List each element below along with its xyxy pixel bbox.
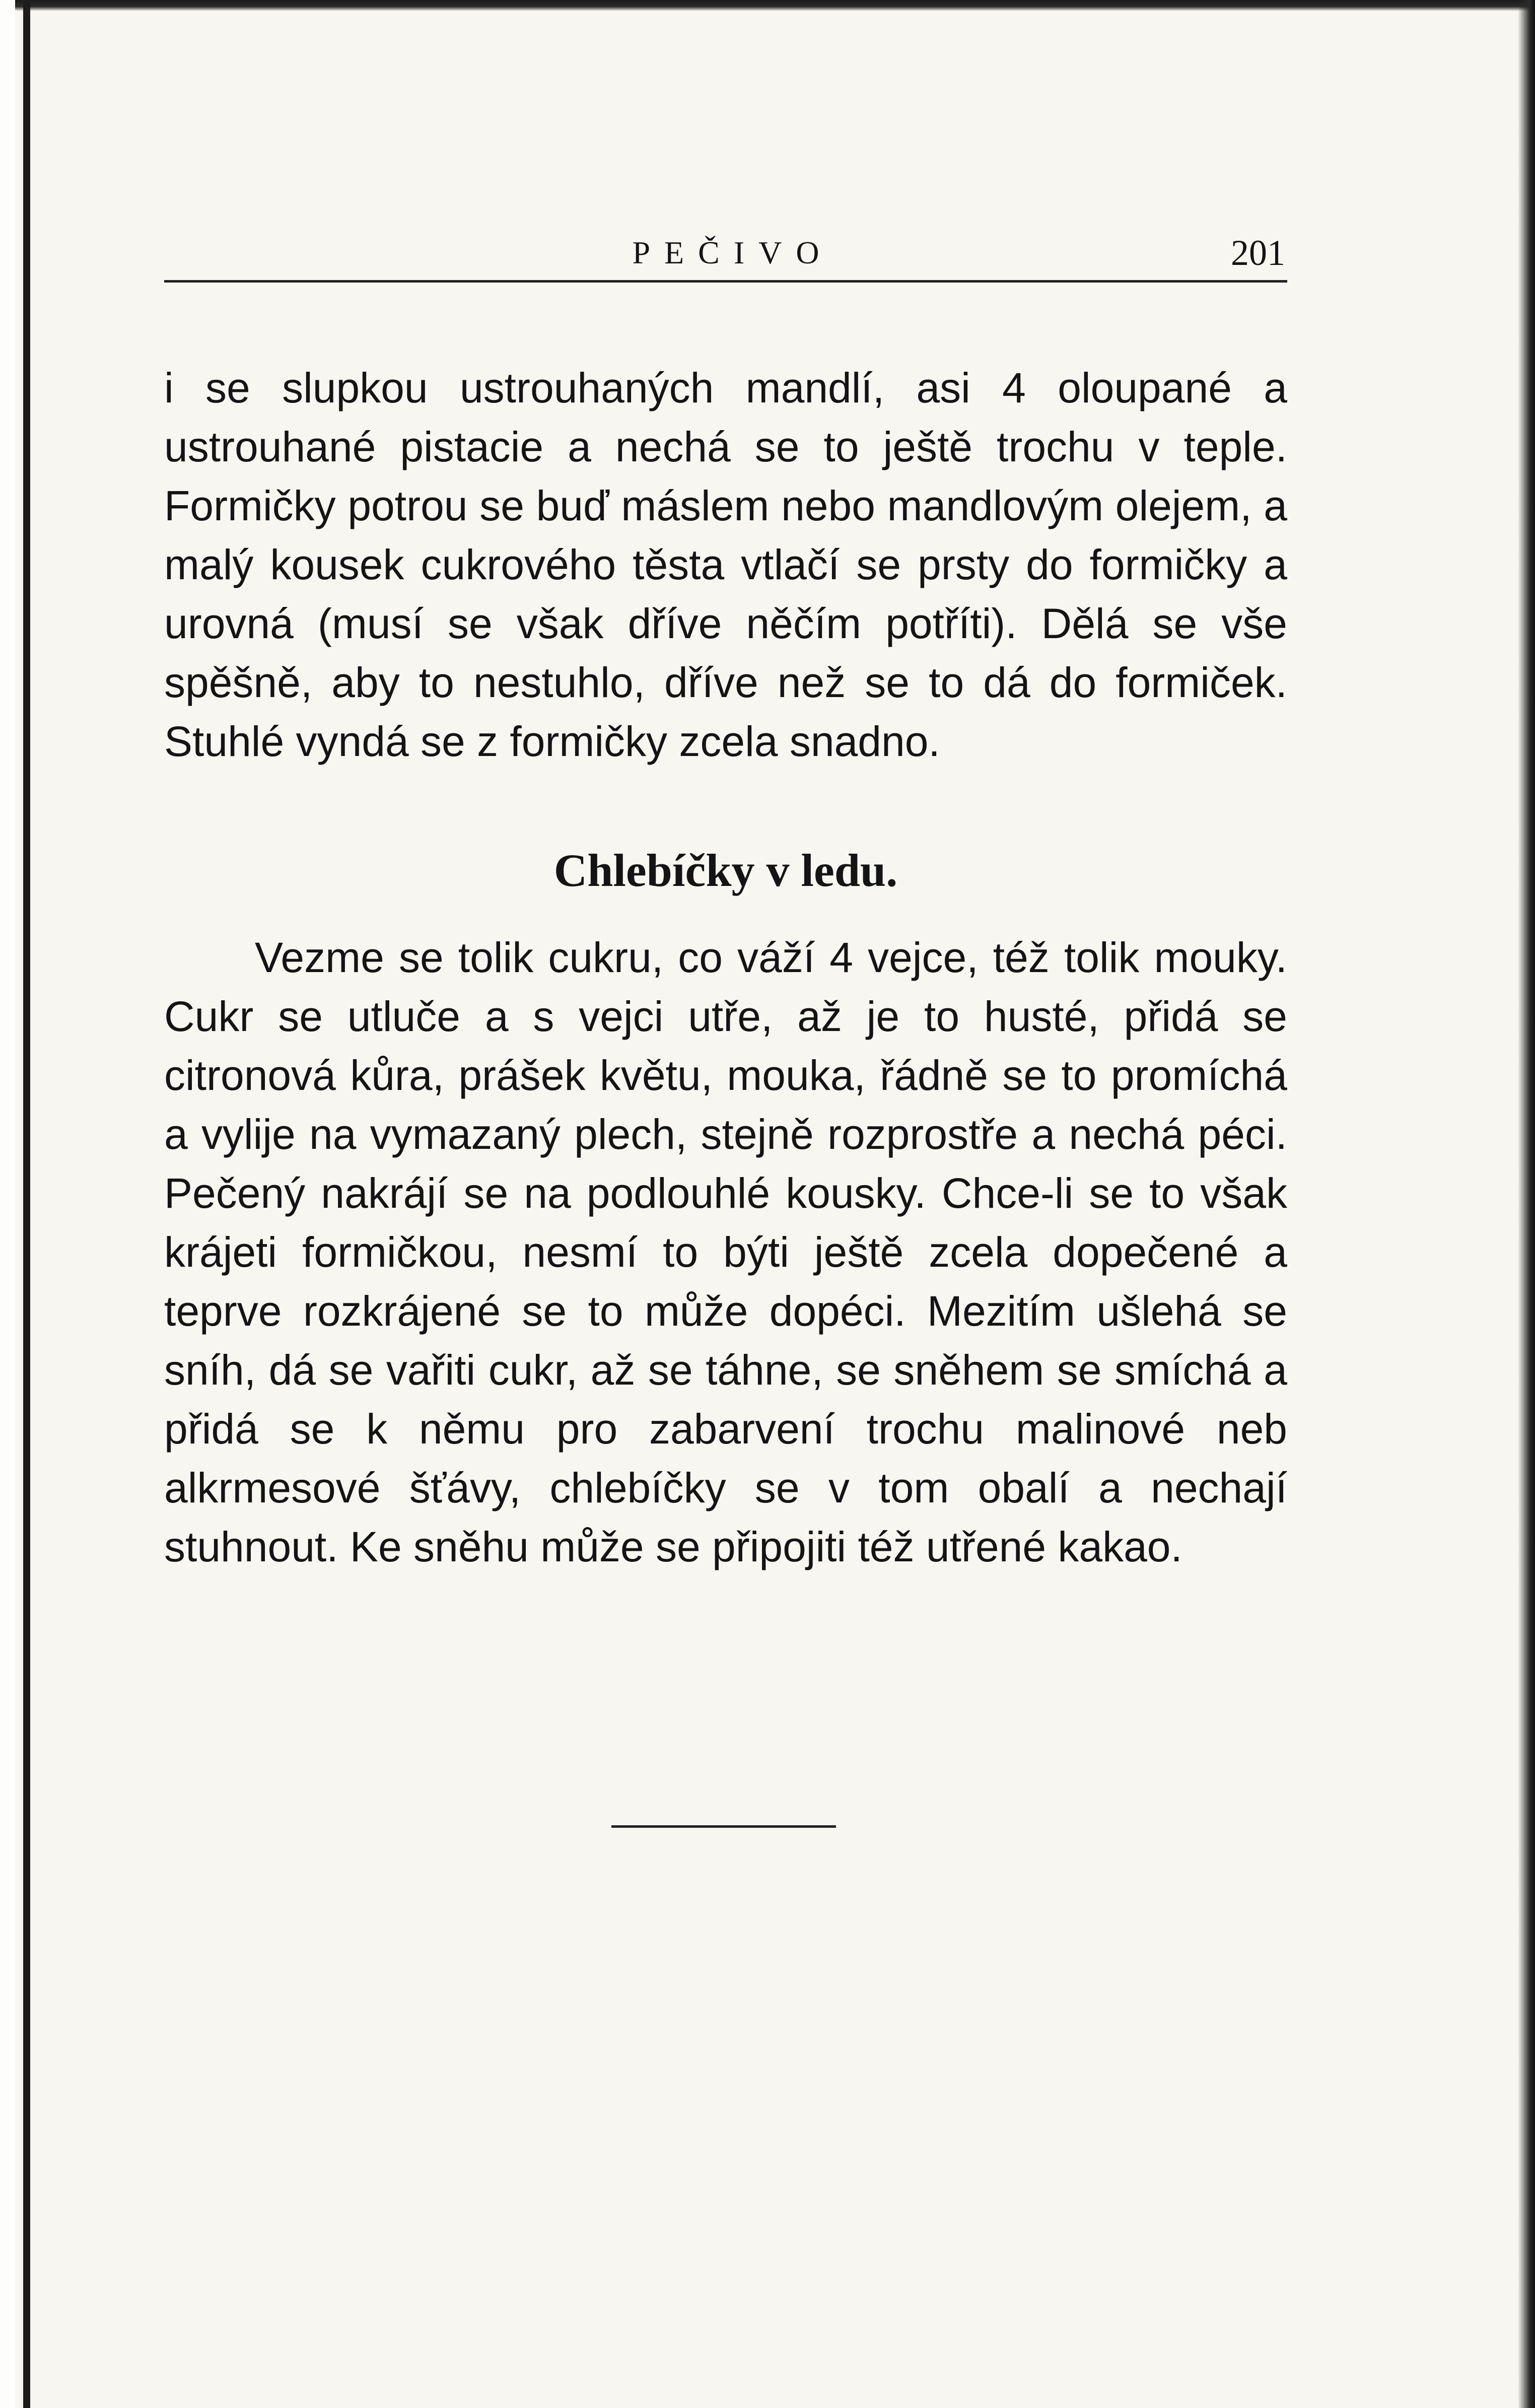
recipe-title: Chlebíčky v ledu. — [553, 845, 898, 896]
scan-left-edge — [23, 0, 30, 2408]
scan-right-edge — [1518, 0, 1535, 2408]
scan-top-edge — [0, 0, 1535, 11]
section-end-rule — [611, 1825, 836, 1828]
running-title: PEČIVO — [632, 235, 833, 270]
continued-paragraph-block — [164, 359, 1287, 771]
page-number: 201 — [1231, 233, 1285, 273]
continued-paragraph: i se slupkou ustrouhaných mandlí, asi 4 oloupané a ustrouhané pistacie a nechá se to ještě trochu v teple. Formičky potrou se buď máslem nebo mandlovým olejem, a malý kousek cukrového těsta vtlačí se prsty do formičky a urovná (musí se však dříve něčím potříti). Dělá se vše spěšně, aby to nestuhlo, dříve než se to dá do formiček. Stuhlé vyndá se z formičky zcela snadno. — [164, 364, 1287, 765]
scan-left-margin — [0, 0, 15, 2408]
recipe-text: Vezme se tolik cukru, co váží 4 vejce, též tolik mouky. Cukr se utluče a s vejci utře, až je to husté, přidá se citronová kůra, prášek květu, mouka, řádně se to promíchá a vylije na vymazaný plech, stejně rozprostře a nechá péci. Pečený nakrájí se na podlouhlé kousky. Chce-li se to však krájeti formičkou, nesmí to býti ještě zcela dopečené a teprve rozkrájené se to může dopéci. Mezitím ušlehá se sníh, dá se vařiti cukr, až se táhne, se sněhem se smíchá a přidá se k němu pro zabarvení trochu malinové neb alkrmesové šťávy, chlebíčky se v tom obalí a nechají stuhnout. Ke sněhu může se připojiti též utřené kakao. — [164, 934, 1287, 1570]
page-header — [164, 222, 1287, 287]
header-rule — [164, 280, 1287, 283]
